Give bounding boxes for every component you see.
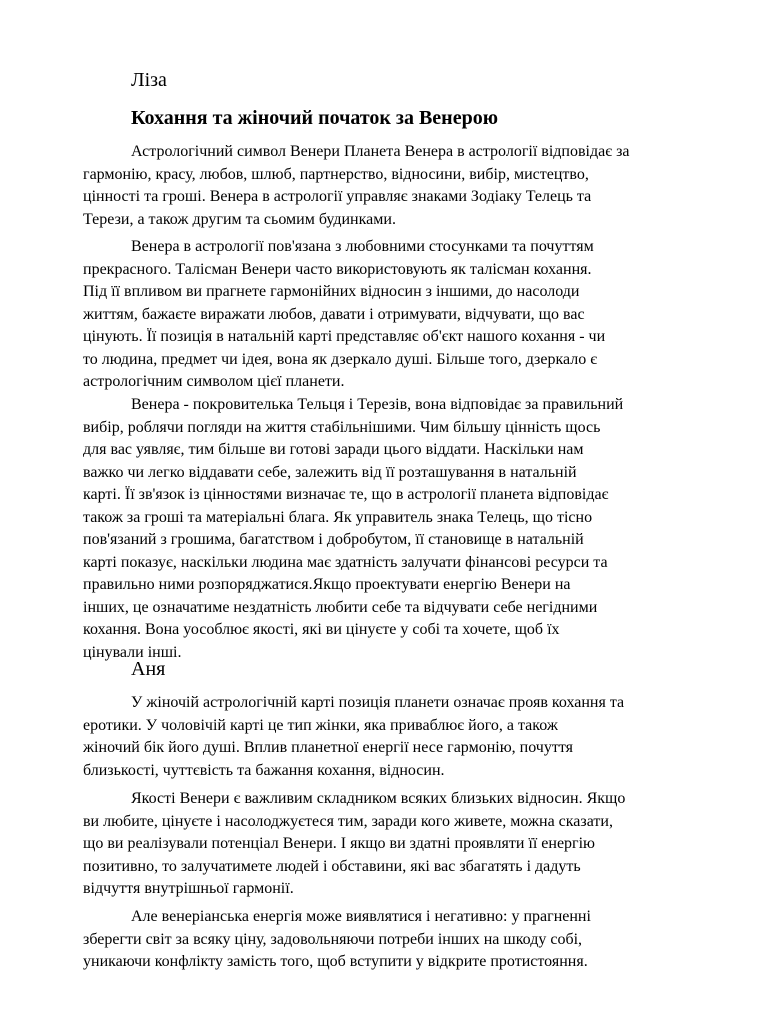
paragraph-4 — [83, 692, 693, 782]
paragraph-line: ви любите, цінуєте і насолоджуєтеся тим, заради кого живете, можна сказати, — [83, 812, 613, 830]
paragraph-line: уникаючи конфлікту замість того, щоб вступити у відкрите протистояння. — [83, 953, 588, 970]
article-title: Кохання та жіночий початок за Венерою — [131, 107, 498, 129]
paragraph-line: позитивно, то залучатимете людей і обставини, які вас збагатять і дадуть — [83, 857, 581, 875]
paragraph-line: астрологічним символом цієї планети. — [83, 373, 345, 390]
paragraph-line: карті. Її зв'язок із цінностями визначає те, що в астрології планета відповідає — [83, 486, 609, 503]
paragraph-line: Якості Венери є важливим складником всяких близьких відносин. Якщо — [131, 790, 626, 807]
paragraph-line: зберегти світ за всяку ціну, задовольняючи потреби інших на шкоду собі, — [83, 930, 583, 948]
paragraph-6 — [83, 906, 693, 974]
paragraph-line: життям, бажаєте виражати любов, давати і отримувати, відчувати, що вас — [83, 305, 585, 323]
paragraph-line: правильно ними розпоряджатися.Якщо проектувати енергію Венери на — [83, 576, 571, 593]
paragraph-line: Венера в астрології пов'язана з любовними стосунками та почуттям — [131, 238, 594, 255]
paragraph-line: інших, це означатиме нездатність любити себе та відчувати себе негідними — [83, 598, 598, 616]
paragraph-line: гармонію, красу, любов, шлюб, партнерство, відносини, вибір, мистецтво, — [83, 165, 589, 183]
paragraph-line: то людина, предмет чи ідея, вона як дзеркало душі. Більше того, дзеркало є — [83, 350, 598, 368]
paragraph-line: вибір, роблячи погляди на життя стабільнішими. Чим більшу цінність щось — [83, 418, 601, 436]
paragraph-line: цінують. Її позиція в натальній карті представляє об'єкт нашого кохання - чи — [83, 328, 606, 345]
paragraph-2 — [83, 236, 693, 394]
paragraph-line: цінності та гроші. Венера в астрології управляє знаками Зодіаку Телець та — [83, 188, 592, 205]
paragraph-line: важко чи легко віддавати себе, залежить від її розташування в натальній — [83, 463, 577, 481]
paragraph-line: Під її впливом ви прагнете гармонійних відносин з іншими, до насолоди — [83, 283, 580, 300]
paragraph-line: близькості, чуттєвість та бажання кохання, відносин. — [83, 761, 445, 779]
author-heading-anya: Аня — [131, 658, 166, 680]
paragraph-line: карті показує, наскільки людина має здатність залучати фінансові ресурси та — [83, 553, 608, 571]
paragraph-line: пов'язаний з грошима, багатством і добробутом, її становище в натальній — [83, 531, 584, 548]
paragraph-line: Астрологічний символ Венери Планета Венера в астрології відповідає за — [131, 143, 630, 160]
paragraph-line: кохання. Вона уособлює якості, які ви цінуєте у собі та хочете, щоб їх — [83, 621, 560, 638]
paragraph-line: також за гроші та матеріальні блага. Як управитель знака Телець, що тісно — [83, 508, 593, 526]
paragraph-5 — [83, 788, 693, 901]
paragraph-line: жіночий бік його душі. Вплив планетної енергії несе гармонію, почуття — [83, 739, 573, 756]
paragraph-3 — [83, 394, 693, 664]
paragraph-line: У жіночій астрологічній карті позиція планети означає прояв кохання та — [131, 694, 625, 711]
paragraph-line: Венера - покровителька Тельця і Терезів, вона відповідає за правильний — [131, 396, 624, 413]
paragraph-line: еротики. У чоловічій карті це тип жінки, яка приваблює його, а також — [83, 716, 558, 734]
paragraph-line: цінували інші. — [83, 643, 182, 661]
paragraph-line: відчуття внутрішньої гармонії. — [83, 880, 294, 897]
paragraph-line: прекрасного. Талісман Венери часто використовують як талісман кохання. — [83, 260, 592, 278]
paragraph-line: Терези, а також другим та сьомим будинками. — [83, 210, 396, 228]
paragraph-line: що ви реалізували потенціал Венери. І якщо ви здатні проявляти її енергію — [83, 835, 595, 852]
paragraph-1 — [83, 141, 693, 231]
paragraph-line: для вас уявляє, тим більше ви готові заради цього віддати. Наскільки нам — [83, 441, 584, 458]
paragraph-line: Але венеріанська енергія може виявлятися і негативно: у прагненні — [131, 908, 591, 925]
author-heading-liza: Ліза — [131, 69, 167, 91]
